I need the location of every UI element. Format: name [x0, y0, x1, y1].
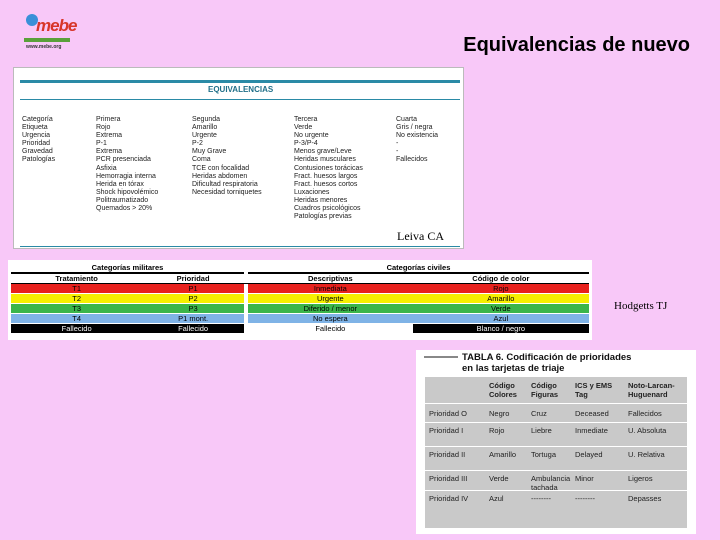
categorias-cell: Azul — [413, 314, 589, 324]
section-header-row — [11, 263, 589, 273]
tabla6-cell: Depasses — [628, 494, 662, 503]
equivalencias-cell: Urgencia — [22, 132, 51, 140]
tabla6-cell: U. Relativa — [628, 450, 665, 459]
section-civil: Categorías civiles — [248, 263, 589, 273]
equivalencias-column — [22, 116, 55, 165]
equivalencias-cell: Quemados > 20% — [96, 205, 153, 213]
categorias-cell: T4 — [11, 314, 142, 324]
categorias-cell: P1 mont. — [142, 314, 244, 324]
tabla6-cell: Delayed — [575, 450, 603, 459]
tabla6-cell: Ligeros — [628, 474, 653, 483]
equivalencias-cell: Coma — [192, 156, 211, 164]
equivalencias-cell: Herida en tórax — [96, 180, 144, 188]
tabla6-separator — [425, 470, 687, 471]
categorias-cell: Rojo — [413, 284, 589, 294]
title-rule — [424, 356, 458, 358]
equivalencias-header — [20, 80, 460, 100]
categorias-cell: Amarillo — [413, 294, 589, 304]
equivalencias-cell: Prioridad — [22, 140, 51, 148]
categorias-cell: Diferido / menor — [248, 304, 413, 314]
equivalencias-cell: Amarillo — [192, 124, 218, 132]
equivalencias-column — [396, 116, 438, 165]
categorias-cell: T3 — [11, 304, 142, 314]
tabla6-cell: Minor — [575, 474, 594, 483]
tabla6-title-line1: TABLA 6. Codificación de prioridades — [462, 352, 632, 363]
categorias-body — [11, 284, 589, 334]
tabla6-cell: Azul — [489, 494, 504, 503]
tabla6-cell: Rojo — [489, 426, 505, 435]
tabla6-cell: Negro — [489, 409, 510, 418]
equivalencias-cell: Extrema — [96, 132, 123, 140]
tabla6-separator — [425, 490, 687, 491]
tabla6-cell: Código Figuras — [531, 381, 559, 399]
equivalencias-cell: Heridas menores — [294, 196, 348, 204]
tabla6-cell: Liebre — [531, 426, 552, 435]
categorias-cell: Blanco / negro — [413, 324, 589, 334]
column-header-row — [11, 273, 589, 284]
tabla6-cell: -------- — [575, 494, 595, 503]
equivalencias-cell: Cuadros psicológicos — [294, 205, 361, 213]
equivalencias-cell: Heridas musculares — [294, 156, 356, 164]
categorias-table — [8, 260, 592, 340]
equivalencias-cell: Dificultad respiratoria — [192, 180, 258, 188]
tabla6-cell: Inmediate — [575, 426, 608, 435]
equivalencias-cell: Luxaciones — [294, 188, 330, 196]
equivalencias-cell: PCR presenciada — [96, 156, 151, 164]
tabla6-cell: U. Absoluta — [628, 426, 667, 435]
equivalencias-cell: Tercera — [294, 116, 318, 123]
equivalencias-cell: Primera — [96, 116, 121, 123]
categorias-cell: Inmediata — [248, 284, 413, 294]
equivalencias-cell: Hemorragia interna — [96, 172, 156, 180]
equivalencias-cell: Segunda — [192, 116, 221, 123]
categorias-cell: Fallecido — [11, 324, 142, 334]
tabla6-separator — [425, 403, 687, 404]
tabla6-table — [416, 350, 696, 534]
categorias-cell: Fallecido — [248, 324, 413, 334]
equivalencias-cell: - — [396, 140, 399, 148]
tabla6-separator — [425, 422, 687, 423]
tabla6-title-line2: en las tarjetas de triaje — [462, 363, 565, 374]
categorias-cell: P2 — [142, 294, 244, 304]
equivalencias-cell: Necesidad torniquetes — [192, 188, 262, 196]
logo-bar — [24, 38, 70, 42]
categorias-cell: Verde — [413, 304, 589, 314]
categorias-row — [11, 314, 589, 324]
equivalencias-cell: P-1 — [96, 140, 107, 148]
equivalencias-cell: Categoría — [22, 116, 53, 123]
categorias-cell: No espera — [248, 314, 413, 324]
equivalencias-column — [294, 116, 363, 221]
categorias-cell: P1 — [142, 284, 244, 294]
header-codigo-color: Código de color — [413, 273, 589, 284]
equivalencias-cell: - — [396, 148, 399, 156]
equivalencias-cell: Patologías previas — [294, 213, 352, 221]
section-military: Categorías militares — [11, 263, 244, 273]
tabla6-cell: Noto-Larcan-Huguenard — [628, 381, 675, 399]
equivalencias-heading: EQUIVALENCIAS — [208, 85, 274, 94]
equivalencias-cell: Fallecidos — [396, 156, 428, 164]
tabla6-cell: Prioridad III — [429, 474, 468, 483]
equivalencias-cell: Shock hipovolémico — [96, 188, 159, 196]
equivalencias-cell: Rojo — [96, 124, 111, 132]
tabla6-cell: Verde — [489, 474, 509, 483]
tabla6-cell: Cruz — [531, 409, 547, 418]
categorias-cell: T2 — [11, 294, 142, 304]
categorias-row — [11, 284, 589, 294]
tabla6-cell: Deceased — [575, 409, 609, 418]
equivalencias-cell: Fract. huesos cortos — [294, 180, 358, 188]
categorias-row — [11, 304, 589, 314]
header-descriptivas: Descriptivas — [248, 273, 413, 284]
hodgetts-caption: Hodgetts TJ — [614, 300, 668, 312]
categorias-row — [11, 324, 589, 334]
equivalencias-table — [13, 67, 464, 249]
equivalencias-cell: Cuarta — [396, 116, 418, 123]
tabla6-cell: ICS y EMS Tag — [575, 381, 613, 399]
categorias-cell: T1 — [11, 284, 142, 294]
tabla6-cell: Fallecidos — [628, 409, 662, 418]
equivalencias-cell: Gravedad — [22, 148, 53, 156]
tabla6-cell: Prioridad II — [429, 450, 466, 459]
tabla6-separator — [425, 446, 687, 447]
equivalencias-cell: Asfixia — [96, 164, 117, 172]
equivalencias-cell: P-2 — [192, 140, 203, 148]
equivalencias-cell: Contusiones torácicas — [294, 164, 363, 172]
equivalencias-cell: TCE con focalidad — [192, 164, 250, 172]
slide-title: Equivalencias de nuevo — [463, 34, 690, 56]
equivalencias-cell: P-3/P-4 — [294, 140, 318, 148]
categorias-cell: Fallecido — [142, 324, 244, 334]
logo-url: www.mebe.org — [26, 44, 62, 50]
tabla6-cell: -------- — [531, 494, 551, 503]
tabla6-cell: Amarillo — [489, 450, 517, 459]
equivalencias-cell: No existencia — [396, 132, 439, 140]
categorias-cell: Urgente — [248, 294, 413, 304]
equivalencias-cell: Muy Grave — [192, 148, 227, 156]
tabla6-cell: Prioridad I — [429, 426, 464, 435]
tabla6-title — [462, 352, 631, 374]
leiva-caption: Leiva CA — [397, 229, 444, 243]
tabla6-cell: Prioridad IV — [429, 494, 469, 503]
tabla6-cell: Ambulancia tachada — [531, 474, 571, 492]
tabla6-cell: Tortuga — [531, 450, 557, 459]
equivalencias-column — [96, 116, 158, 213]
equivalencias-cell: Gris / negra — [396, 124, 433, 132]
equivalencias-cell: Fract. huesos largos — [294, 172, 358, 180]
tabla6-cell: Prioridad O — [429, 409, 467, 418]
tabla6-cell: Código Colores — [489, 381, 517, 399]
equivalencias-footline — [20, 246, 460, 247]
equivalencias-cell: Verde — [294, 124, 313, 132]
header-tratamiento: Tratamiento — [11, 273, 142, 284]
equivalencias-cell: Extrema — [96, 148, 123, 156]
equivalencias-cell: Etiqueta — [22, 124, 48, 132]
equivalencias-cell: Heridas abdomen — [192, 172, 248, 180]
equivalencias-cell: No urgente — [294, 132, 329, 140]
categorias-cell: P3 — [142, 304, 244, 314]
equivalencias-cell: Menos grave/Leve — [294, 148, 352, 156]
tabla6-grid — [425, 377, 687, 528]
equivalencias-cell: Urgente — [192, 132, 217, 140]
mebe-logo — [24, 10, 76, 54]
equivalencias-cell: Politraumatizado — [96, 196, 149, 204]
header-prioridad: Prioridad — [142, 273, 244, 284]
equivalencias-column — [192, 116, 262, 197]
logo-word: mebe — [36, 16, 77, 35]
categorias-row — [11, 294, 589, 304]
equivalencias-cell: Patologías — [22, 156, 56, 164]
